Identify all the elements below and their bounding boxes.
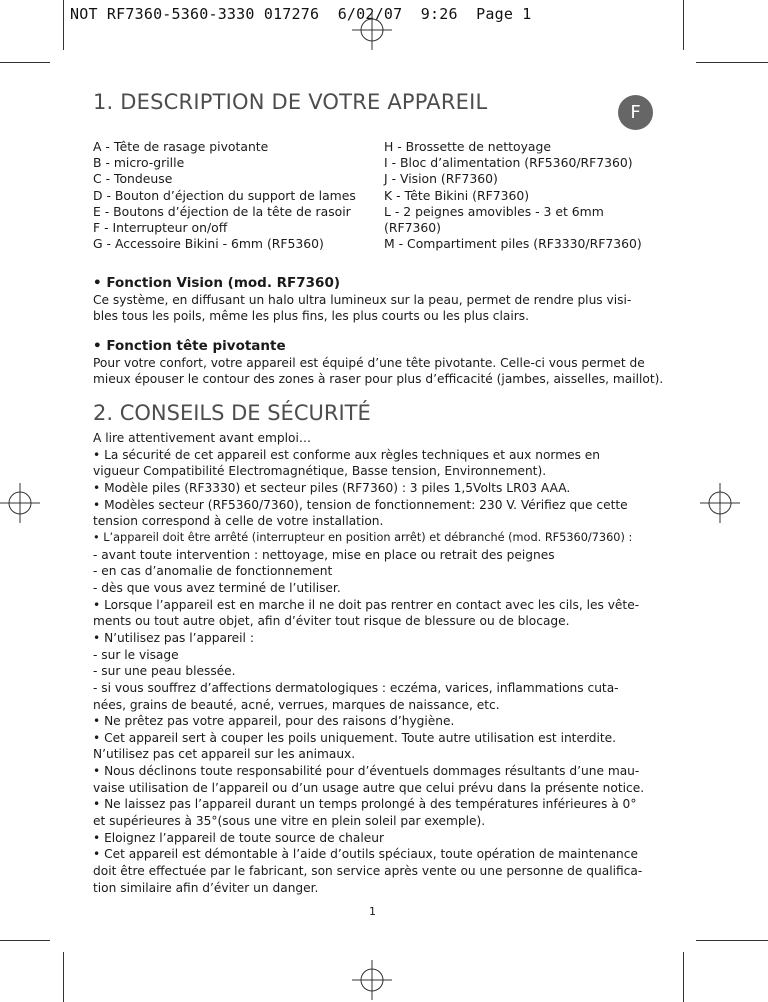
part-item: (RF7360) — [384, 220, 441, 236]
text-line: vaise utilisation de l’appareil ou d’un usage autre que celui prévu dans la présente notice. — [93, 780, 645, 795]
language-badge: F — [618, 95, 653, 130]
text-line: - en cas d’anomalie de fonctionnement — [93, 564, 333, 579]
registration-mark-icon — [352, 960, 392, 1000]
registration-mark-icon — [700, 483, 740, 523]
part-item: F - Interrupteur on/off — [93, 220, 228, 236]
print-slug-line: NOT RF7360-5360-3330 017276 6/02/07 9:26 Page 1 — [70, 5, 532, 23]
crop-mark — [63, 952, 64, 1002]
text-line: • Modèle piles (RF3330) et secteur piles (RF7360) : 3 piles 1,5Volts LR03 AAA. — [93, 480, 571, 495]
vision-feature-text — [93, 292, 658, 325]
part-item: G - Accessoire Bikini - 6mm (RF5360) — [93, 236, 324, 252]
text-line: ments ou tout autre objet, afin d’éviter tout risque de blessure ou de blocage. — [93, 614, 570, 629]
part-item: B - micro-grille — [93, 155, 185, 171]
text-line: A lire attentivement avant emploi… — [93, 431, 312, 445]
text-line: N’utilisez pas cet appareil sur les animaux. — [93, 747, 356, 762]
text-line: • Lorsque l’appareil est en marche il ne doit pas rentrer en contact avec les cils, les vête- — [93, 597, 640, 612]
part-item: I - Bloc d’alimentation (RF5360/RF7360) — [384, 155, 633, 171]
crop-mark — [63, 0, 64, 50]
text-line: Ce système, en diffusant un halo ultra lumineux sur la peau, permet de rendre plus visi- — [93, 293, 632, 307]
crop-mark — [683, 0, 684, 50]
part-item: L - 2 peignes amovibles - 3 et 6mm — [384, 203, 604, 219]
part-item: C - Tondeuse — [93, 171, 173, 187]
pivot-feature-text — [93, 355, 664, 388]
crop-mark — [0, 940, 50, 941]
crop-mark — [0, 62, 50, 63]
pivot-feature-heading: • Fonction tête pivotante — [93, 338, 286, 354]
crop-mark — [683, 952, 684, 1002]
text-line: • L’appareil doit être arrêté (interrupteur en position arrêt) et débranché (mod. RF5360/7360) : — [93, 530, 633, 544]
text-line: • La sécurité de cet appareil est conforme aux règles techniques et aux normes en — [93, 447, 601, 462]
part-item: D - Bouton d’éjection du support de lames — [93, 187, 356, 203]
text-line: et supérieures à 35°(sous une vitre en plein soleil par exemple). — [93, 814, 486, 829]
text-line: • Modèles secteur (RF5360/7360), tension de fonctionnement: 230 V. Vérifiez que cette — [93, 497, 628, 512]
registration-mark-icon — [0, 483, 40, 523]
text-line: - si vous souffrez d’affections dermatologiques : eczéma, varices, inflammations cuta- — [93, 680, 619, 695]
part-item: E - Boutons d’éjection de la tête de rasoir — [93, 203, 351, 219]
crop-mark — [696, 62, 768, 63]
part-item: J - Vision (RF7360) — [384, 171, 498, 187]
text-line: mieux épouser le contour des zones à raser pour plus d’efficacité (jambes, aisselles, maillot). — [93, 372, 664, 387]
text-line: - dès que vous avez terminé de l’utiliser. — [93, 580, 341, 595]
parts-list-right — [384, 139, 642, 252]
part-item: K - Tête Bikini (RF7360) — [384, 187, 530, 203]
page-number: 1 — [369, 905, 376, 918]
vision-feature-heading: • Fonction Vision (mod. RF7360) — [93, 275, 341, 291]
text-line: doit être effectuée par le fabricant, son service après vente ou une personne de qualifica- — [93, 864, 643, 879]
text-line: tension correspond à celle de votre installation. — [93, 514, 384, 529]
text-line: • N’utilisez pas l’appareil : — [93, 630, 254, 645]
section-1-title: 1. DESCRIPTION DE VOTRE APPAREIL — [93, 90, 488, 114]
part-item: M - Compartiment piles (RF3330/RF7360) — [384, 236, 642, 252]
text-line: bles tous les poils, même les plus fins, les plus courts ou les plus clairs. — [93, 309, 529, 324]
text-line: • Cet appareil sert à couper les poils uniquement. Toute autre utilisation est interdite. — [93, 730, 617, 745]
text-line: nées, grains de beauté, acné, verrues, marques de naissance, etc. — [93, 697, 500, 712]
text-line: - sur le visage — [93, 647, 179, 662]
text-line: tion similaire afin d’éviter un danger. — [93, 880, 319, 895]
text-line: vigueur Compatibilité Electromagnétique, Basse tension, Environnement). — [93, 464, 547, 479]
text-line: - avant toute intervention : nettoyage, mise en place ou retrait des peignes — [93, 547, 555, 562]
registration-mark-icon — [352, 10, 392, 50]
parts-list-left — [93, 139, 356, 252]
text-line: • Ne laissez pas l’appareil durant un temps prolongé à des températures inférieures à 0° — [93, 797, 637, 812]
text-line: Pour votre confort, votre appareil est équipé d’une tête pivotante. Celle-ci vous permet de — [93, 356, 645, 370]
text-line: - sur une peau blessée. — [93, 664, 236, 679]
part-item: H - Brossette de nettoyage — [384, 139, 551, 154]
safety-instructions — [93, 430, 644, 896]
part-item: A - Tête de rasage pivotante — [93, 139, 269, 154]
section-2-title: 2. CONSEILS DE SÉCURITÉ — [93, 401, 371, 425]
crop-mark — [696, 940, 768, 941]
text-line: • Nous déclinons toute responsabilité pour d’éventuels dommages résultants d’une mau- — [93, 764, 640, 779]
text-line: • Cet appareil est démontable à l’aide d’outils spéciaux, toute opération de maintenance — [93, 847, 638, 862]
text-line: • Ne prêtez pas votre appareil, pour des raisons d’hygiène. — [93, 714, 455, 729]
text-line: • Eloignez l’appareil de toute source de chaleur — [93, 830, 384, 845]
